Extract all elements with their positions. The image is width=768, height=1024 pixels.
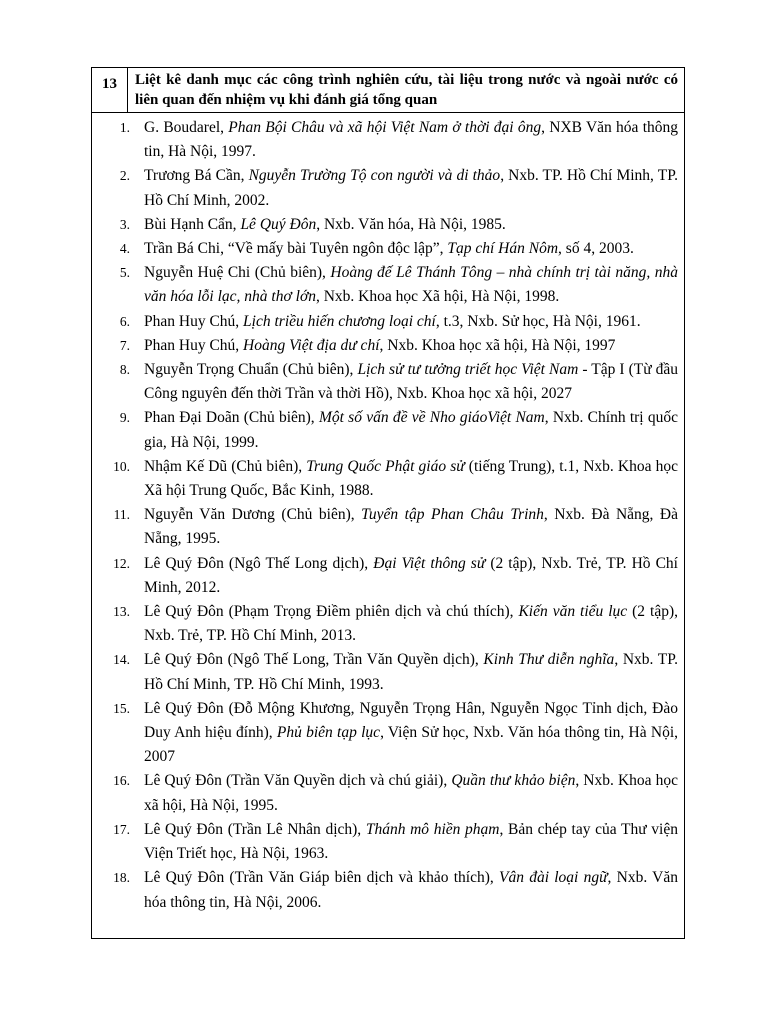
reference-author: Nguyễn Văn Dương (Chủ biên), <box>144 506 362 524</box>
reference-number: 1. <box>119 120 130 135</box>
reference-number: 18. <box>113 870 130 886</box>
reference-item <box>92 406 684 454</box>
reference-author: Lê Quý Đôn (Ngô Thế Long dịch), <box>144 554 374 572</box>
reference-number: 3. <box>119 216 130 232</box>
reference-title: Lịch sử tư tưởng triết học Việt Nam <box>357 361 579 379</box>
reference-item <box>92 866 684 914</box>
reference-author: Trần Bá Chi, “Về mấy bài Tuyên ngôn độc lập”, <box>144 240 448 258</box>
reference-item <box>92 552 684 600</box>
reference-item <box>92 503 684 551</box>
reference-number: 14. <box>113 652 130 668</box>
reference-item <box>92 358 684 406</box>
reference-author: Phan Huy Chú, <box>144 336 244 354</box>
reference-title: Thánh mô hiền phạm <box>365 820 500 838</box>
reference-publication: , Bản chép tay của Thư viện Viện Triết học, Hà Nội, 1963. <box>144 820 678 863</box>
reference-item <box>92 818 684 866</box>
reference-author: G. Boudarel, <box>144 119 229 136</box>
reference-publication: , Nxb. TP. Hồ Chí Minh, TP. Hồ Chí Minh, 2002. <box>144 167 678 209</box>
reference-item <box>92 648 684 696</box>
reference-number: 17. <box>113 821 130 837</box>
reference-item <box>92 116 684 164</box>
reference-item <box>92 600 684 648</box>
reference-publication: , Nxb. Khoa học Xã hội, Hà Nội, 1998. <box>315 288 560 306</box>
reference-number: 6. <box>119 313 130 329</box>
reference-author: Lê Quý Đôn (Trần Văn Quyền dịch và chú giải), <box>144 772 452 790</box>
reference-item <box>92 237 684 261</box>
reference-item <box>92 455 684 503</box>
reference-item <box>92 164 684 212</box>
reference-author: Lê Quý Đôn (Trần Văn Giáp biên dịch và khảo thích), <box>144 869 499 887</box>
reference-author: Nguyễn Huệ Chi (Chủ biên), <box>144 264 331 282</box>
reference-title: Tạp chí Hán Nôm <box>447 240 559 258</box>
reference-number: 7. <box>119 337 130 353</box>
reference-author: Bùi Hạnh Cẩn, <box>144 215 241 233</box>
section-title: Liệt kê danh mục các công trình nghiên cứu, tài liệu trong nước và ngoài nước có liên quan đến nhiệm vụ khi đánh giá tổng quan <box>135 72 678 108</box>
reference-publication: , số 4, 2003. <box>558 240 634 258</box>
reference-title: Phủ biên tạp lục <box>276 724 381 742</box>
reference-title: Hoàng đế Lê Thánh Tông – nhà chính trị tài năng, nhà văn hóa lỗi lạc, nhà thơ lớn <box>144 264 678 306</box>
reference-number: 2. <box>119 168 130 184</box>
reference-author: Lê Quý Đôn (Đỗ Mộng Khương, Nguyễn Trọng Hân, Nguyễn Ngọc Tỉnh dịch, Đào Duy Anh hiệu đính), <box>144 699 678 742</box>
reference-item <box>92 310 684 334</box>
reference-title: Kiến văn tiểu lục <box>518 603 628 621</box>
reference-publication: , Nxb. Văn hóa, Hà Nội, 1985. <box>316 215 506 233</box>
reference-title: Quần thư khảo biện <box>451 772 576 790</box>
reference-author: Phan Đại Doãn (Chủ biên), <box>144 409 319 427</box>
reference-publication: (2 tập), Nxb. Trẻ, TP. Hồ Chí Minh, 2012. <box>144 554 678 596</box>
reference-publication: , t.3, Nxb. Sử học, Hà Nội, 1961. <box>435 312 641 330</box>
reference-number: 11. <box>113 507 130 523</box>
section-number: 13 <box>92 68 128 112</box>
reference-author: Trương Bá Cần, <box>144 167 249 185</box>
section-table <box>91 67 685 939</box>
reference-title: Vân đài loại ngữ <box>499 869 608 887</box>
reference-number: 13. <box>113 604 130 620</box>
reference-title: Kinh Thư diễn nghĩa <box>483 651 615 669</box>
reference-author: Nhậm Kế Dũ (Chủ biên), <box>144 457 307 475</box>
reference-publication: , Nxb. Khoa học xã hội, Hà Nội, 1997 <box>379 336 616 354</box>
reference-title: Đại Việt thông sử <box>373 554 486 572</box>
reference-number: 15. <box>113 700 130 716</box>
reference-author: Lê Quý Đôn (Ngô Thế Long, Trần Văn Quyền dịch), <box>144 651 484 669</box>
reference-item <box>92 697 684 770</box>
reference-title: Phan Bội Châu và xã hội Việt Nam ở thời đại ông <box>228 119 542 136</box>
reference-title: Một số vấn đề về Nho giáoViệt Nam <box>318 409 545 427</box>
reference-publication: (tiếng Trung), t.1, Nxb. Khoa học Xã hội Trung Quốc, Bắc Kinh, 1988. <box>144 457 679 500</box>
reference-number: 4. <box>119 241 130 257</box>
reference-number: 9. <box>119 410 130 426</box>
reference-list <box>92 116 684 915</box>
reference-author: Nguyễn Trọng Chuẩn (Chủ biên), <box>144 361 358 379</box>
section-header-row <box>92 68 684 113</box>
reference-publication: , NXB Văn hóa thông tin, Hà Nội, 1997. <box>144 119 678 161</box>
reference-publication: , Nxb. Chính trị quốc gia, Hà Nội, 1999. <box>144 409 678 451</box>
reference-title: Lịch triều hiến chương loại chí <box>243 312 436 330</box>
reference-publication: , Nxb. Khoa học xã hội, Hà Nội, 1995. <box>144 772 678 814</box>
reference-title: Hoàng Việt địa dư chí <box>243 336 380 354</box>
reference-publication: , Viện Sử học, Nxb. Văn hóa thông tin, Hà Nội, 2007 <box>144 724 678 766</box>
reference-author: Lê Quý Đôn (Phạm Trọng Điềm phiên dịch và chú thích), <box>144 603 519 621</box>
reference-publication: , Nxb. Văn hóa thông tin, Hà Nội, 2006. <box>144 869 678 911</box>
reference-title: Trung Quốc Phật giáo sử <box>306 457 465 475</box>
reference-number: 16. <box>113 773 130 789</box>
reference-number: 10. <box>113 458 130 474</box>
reference-publication: , Nxb. TP. Hồ Chí Minh, TP. Hồ Chí Minh, 1993. <box>144 651 678 693</box>
reference-publication: - Tập I (Từ đầu Công nguyên đến thời Trần và thời Hồ), Nxb. Khoa học xã hội, 2027 <box>144 361 679 403</box>
reference-title: Tuyển tập Phan Châu Trinh <box>361 506 544 524</box>
reference-publication: (2 tập), Nxb. Trẻ, TP. Hồ Chí Minh, 2013. <box>144 603 678 645</box>
reference-number: 5. <box>119 265 130 281</box>
reference-number: 8. <box>119 362 130 378</box>
reference-number: 12. <box>113 555 130 571</box>
reference-title: Nguyễn Trường Tộ con người và di thảo <box>248 167 501 185</box>
reference-publication: , Nxb. Đà Nẵng, Đà Nẵng, 1995. <box>144 506 678 548</box>
reference-author: Phan Huy Chú, <box>144 312 244 330</box>
reference-item <box>92 334 684 358</box>
reference-item <box>92 261 684 309</box>
reference-item <box>92 213 684 237</box>
reference-author: Lê Quý Đôn (Trần Lê Nhân dịch), <box>144 820 366 838</box>
reference-item <box>92 769 684 817</box>
reference-title: Lê Quý Đôn <box>240 215 317 233</box>
